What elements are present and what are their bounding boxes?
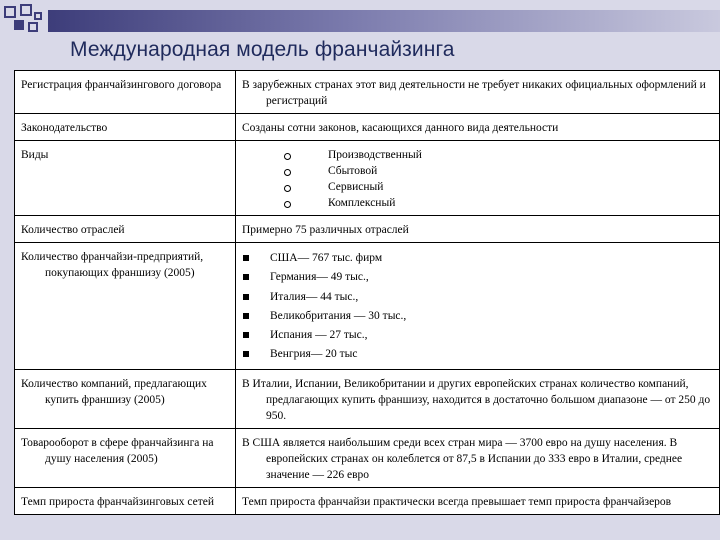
row-value-text: Созданы сотни законов, касающихся данного вида деятельности: [242, 122, 559, 134]
types-list: [242, 147, 713, 211]
decor-square-4: [14, 20, 24, 30]
list-item: Сервисный: [242, 179, 713, 195]
list-item: Германия— 49 тыс.,: [242, 268, 713, 287]
row-value: [236, 428, 720, 487]
row-label-text: Товарооборот в сфере франчайзинга на душу населения (2005): [21, 436, 214, 465]
row-label: [15, 114, 236, 141]
table-row: [15, 487, 720, 514]
list-item: Производственный: [242, 147, 713, 163]
row-value: [236, 114, 720, 141]
row-label: [15, 487, 236, 514]
row-value-text: В зарубежных странах этот вид деятельности не требует никаких официальных оформлений и регистраций: [242, 79, 706, 107]
list-item: Сбытовой: [242, 163, 713, 179]
list-item: США— 767 тыс. фирм: [242, 249, 713, 268]
row-value: [236, 71, 720, 114]
page-title: Международная модель франчайзинга: [70, 38, 455, 61]
table-row: [15, 216, 720, 243]
row-label-text: Регистрация франчайзингового договора: [21, 79, 222, 91]
row-label: [15, 428, 236, 487]
row-label-text: Законодательство: [21, 122, 108, 134]
row-value: [236, 216, 720, 243]
row-label-text: Количество франчайзи-предприятий, покупающих франшизу (2005): [21, 251, 204, 279]
list-item: Комплексный: [242, 195, 713, 211]
row-value-text: В Италии, Испании, Великобритании и других европейских странах количество компаний, предлагающих купить франшизу, находится в достаточно большом диапазоне — от 250 до 950.: [242, 377, 711, 422]
franchise-table: [14, 70, 720, 515]
list-item: Венгрия— 20 тыс: [242, 345, 713, 364]
row-value: [236, 487, 720, 514]
countries-list: [242, 249, 713, 365]
table-row: [15, 141, 720, 216]
table-row: [15, 114, 720, 141]
row-value-text: Темп прироста франчайзи практически всегда превышает темп прироста франчайзеров: [242, 495, 672, 508]
row-label: [15, 141, 236, 216]
row-value: [236, 243, 720, 370]
table-row: [15, 369, 720, 428]
row-label-text: Количество отраслей: [21, 224, 125, 236]
list-item: Великобритания — 30 тыс.,: [242, 307, 713, 326]
slide-decoration: [0, 0, 720, 38]
row-value: [236, 141, 720, 216]
table-row: [15, 428, 720, 487]
row-label: [15, 369, 236, 428]
row-value: [236, 369, 720, 428]
decor-square-1: [4, 6, 16, 18]
decor-square-2: [20, 4, 32, 16]
row-label: [15, 243, 236, 370]
table-row: [15, 71, 720, 114]
decor-square-5: [28, 22, 38, 32]
row-value-text: Примерно 75 различных отраслей: [242, 224, 409, 236]
row-label-text: Виды: [21, 149, 49, 161]
title-stripe: [48, 10, 720, 32]
row-label: [15, 71, 236, 114]
row-label: [15, 216, 236, 243]
row-label-text: Темп прироста франчайзинговых сетей: [21, 495, 215, 508]
list-item: Италия— 44 тыс.,: [242, 288, 713, 307]
table-row: [15, 243, 720, 370]
list-item: Испания — 27 тыс.,: [242, 326, 713, 345]
row-value-text: В США является наибольшим среди всех стран мира — 3700 евро на душу населения. В европейских странах он колеблется от 87,5 в Испании до 333 евро в Италии, среднее значение — 226 евро: [242, 436, 683, 481]
row-label-text: Количество компаний, предлагающих купить франшизу (2005): [21, 377, 207, 406]
decor-square-3: [34, 12, 42, 20]
